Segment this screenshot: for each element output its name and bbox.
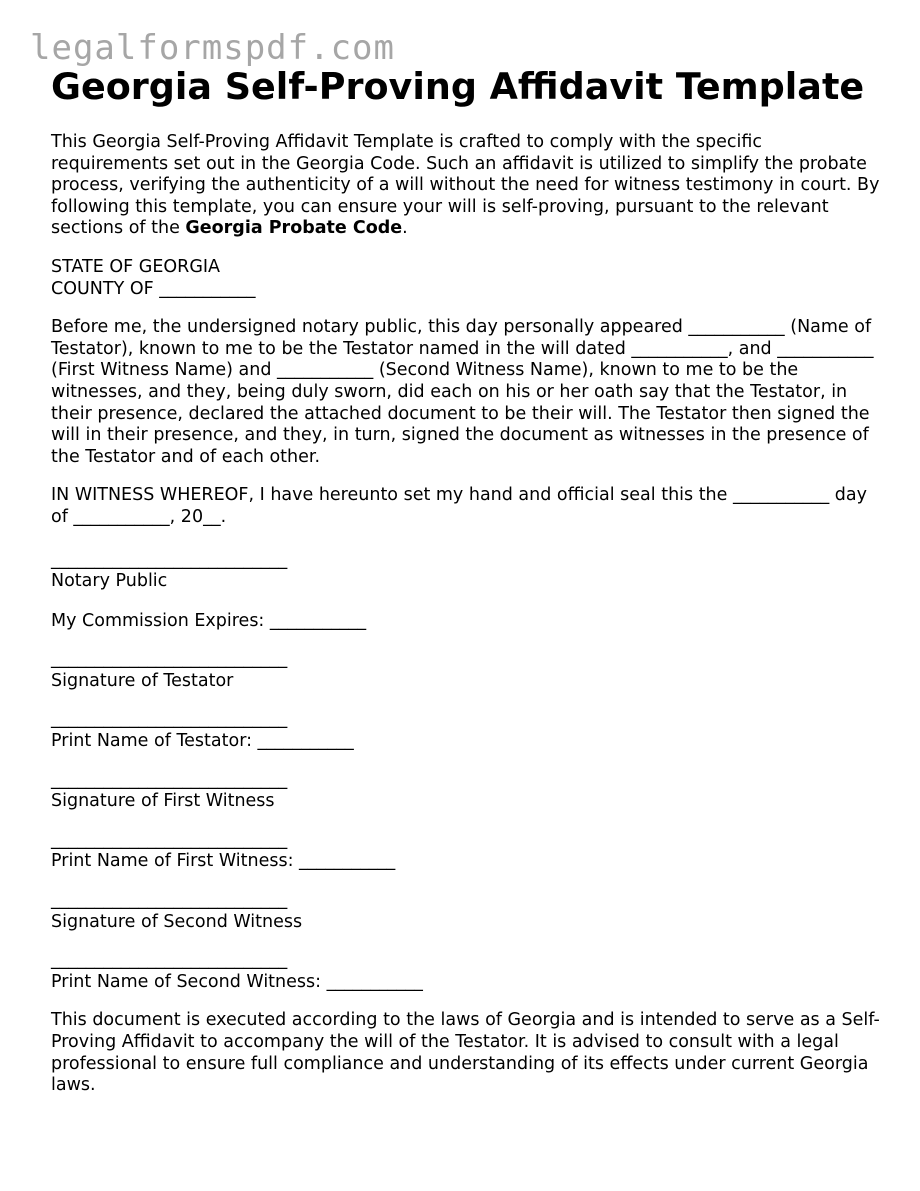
intro-text: This Georgia Self-Proving Affidavit Template is crafted to comply with the specific requirements set out in the Georgia Code. Such an affidavit is utilized to simplify the probate process, verifying the authenticity of a will without the need for witness testimony in court. By following this template, you can ensure your will is self-proving, pursuant to the relevant sections of the: [51, 132, 880, 239]
appearance-paragraph: Before me, the undersigned notary public, this day personally appeared ___________ (Name of Testator), known to me to be the Testator named in the will dated ___________, and ___________ (First Witness Name) and ___________ (Second Witness Name), known to me to be the witnesses, and they, being duly sworn, did each on his or her oath say that the Testator, in their presence, declared the attached document to be their will. The Testator then signed the will in their presence, and they, in turn, signed the document as witnesses in the presence of the Testator and of each other.: [51, 317, 874, 467]
signature-label: Signature of Testator: [51, 670, 234, 691]
commission-expires: My Commission Expires: ___________: [51, 610, 367, 631]
second-witness-signature-block: [51, 890, 881, 933]
signature-label: Signature of Second Witness: [51, 911, 303, 932]
notary-signature-line: ___________________________: [51, 549, 288, 570]
signature-line: ___________________________: [51, 890, 288, 911]
signature-label: Print Name of Second Witness: ___________: [51, 971, 423, 992]
document-page: [51, 64, 881, 1097]
intro-end: .: [402, 218, 408, 239]
state-line: STATE OF GEORGIA: [51, 256, 221, 277]
witness-whereof-paragraph: IN WITNESS WHEREOF, I have hereunto set my hand and official seal this the ___________ day of ___________, 20__.: [51, 485, 867, 527]
closing-paragraph: This document is executed according to the laws of Georgia and is intended to serve as a Self-Proving Affidavit to accompany the will of the Testator. It is advised to consult with a legal professional to ensure full compliance and understanding of its effects under current Georgia laws.: [51, 1010, 880, 1096]
notary-label: Notary Public: [51, 571, 168, 592]
signature-label: Print Name of Testator: ___________: [51, 731, 354, 752]
second-witness-print-name-block: [51, 950, 881, 993]
signature-line: ___________________________: [51, 709, 288, 730]
signature-line: ___________________________: [51, 649, 288, 670]
county-line: COUNTY OF ___________: [51, 278, 256, 299]
first-witness-signature-block: [51, 770, 881, 813]
jurisdiction-block: [51, 257, 881, 300]
probate-code-reference: Georgia Probate Code: [185, 218, 403, 239]
signature-line: ___________________________: [51, 950, 288, 971]
notary-signature-block: [51, 550, 881, 593]
signature-label: Print Name of First Witness: ___________: [51, 851, 396, 872]
signature-label: Signature of First Witness: [51, 791, 275, 812]
first-witness-print-name-block: [51, 830, 881, 873]
signature-line: ___________________________: [51, 829, 288, 850]
page-title: Georgia Self-Proving Affidavit Template: [51, 65, 865, 108]
testator-print-name-block: [51, 709, 881, 752]
testator-signature-block: [51, 649, 881, 692]
intro-paragraph: [51, 132, 881, 240]
signature-line: ___________________________: [51, 769, 288, 790]
site-watermark: legalformspdf.com: [30, 28, 395, 68]
